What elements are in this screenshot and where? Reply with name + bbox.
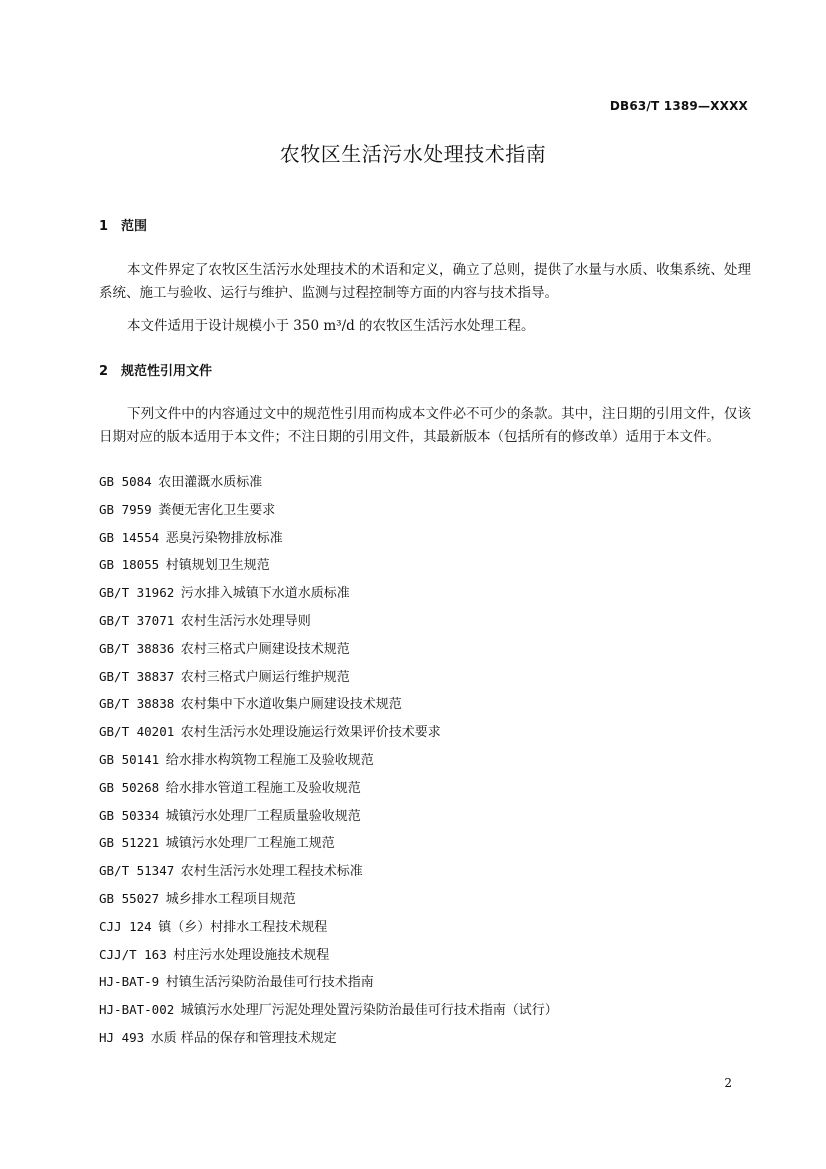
reference-title: 农村生活污水处理工程技术标准 <box>180 864 363 880</box>
reference-title: 给水排水管道工程施工及验收规范 <box>165 780 361 796</box>
reference-code: GB/T 40201 <box>99 724 175 740</box>
reference-code: GB/T 38838 <box>99 696 175 712</box>
reference-item <box>99 806 759 834</box>
reference-code: GB 50334 <box>99 807 160 823</box>
document-title: 农牧区生活污水处理技术指南 <box>279 142 547 166</box>
reference-item <box>99 472 759 500</box>
reference-item <box>99 722 759 750</box>
reference-code: GB 7959 <box>99 501 152 517</box>
reference-title: 粪便无害化卫生要求 <box>158 502 276 518</box>
reference-code: GB/T 37071 <box>99 612 175 628</box>
reference-title: 城乡排水工程项目规范 <box>165 891 296 907</box>
reference-title: 村镇规划卫生规范 <box>165 558 270 574</box>
reference-item <box>99 917 759 945</box>
reference-code: GB/T 38836 <box>99 640 175 656</box>
reference-title: 农村生活污水处理导则 <box>180 613 311 629</box>
reference-title: 水质 样品的保存和管理技术规定 <box>150 1030 337 1046</box>
reference-title: 村庄污水处理设施技术规程 <box>173 947 330 963</box>
scope-paragraph-2: 本文件适用于设计规模小于 350 m³/d 的农牧区生活污水处理工程。 <box>127 318 535 334</box>
reference-code: GB 51221 <box>99 835 160 851</box>
reference-code: GB/T 51347 <box>99 863 175 879</box>
reference-code: GB 5084 <box>99 474 152 489</box>
reference-code: HJ-BAT-9 <box>99 974 160 990</box>
reference-code: CJJ 124 <box>99 918 152 934</box>
reference-title: 城镇污水处理厂污泥处理处置污染防治最佳可行技术指南（试行） <box>180 1003 558 1019</box>
section-heading-normative-references <box>99 360 212 379</box>
reference-item <box>99 1000 759 1028</box>
section-heading-scope <box>99 215 147 234</box>
reference-title: 污水排入城镇下水道水质标准 <box>180 586 350 602</box>
reference-item <box>99 972 759 1000</box>
reference-title: 农村集中下水道收集户厕建设技术规范 <box>180 697 402 713</box>
reference-item <box>99 833 759 861</box>
reference-item <box>99 528 759 556</box>
reference-title: 农村生活污水处理设施运行效果评价技术要求 <box>180 725 441 741</box>
reference-item <box>99 500 759 528</box>
reference-list <box>99 472 759 1056</box>
reference-item <box>99 639 759 667</box>
page-number: 2 <box>724 1076 732 1090</box>
reference-item <box>99 889 759 917</box>
reference-item <box>99 750 759 778</box>
references-intro-paragraph: 下列文件中的内容通过文中的规范性引用而构成本文件必不可少的条款。其中，注日期的引用文件，仅该日期对应的版本适用于本文件；不注日期的引用文件，其最新版本（包括所有的修改单）适用于本文件。 <box>99 406 751 445</box>
section-title: 范围 <box>121 219 148 234</box>
reference-code: GB/T 31962 <box>99 585 175 601</box>
reference-item <box>99 694 759 722</box>
reference-title: 农村三格式户厕运行维护规范 <box>180 669 350 685</box>
reference-title: 给水排水构筑物工程施工及验收规范 <box>165 752 374 768</box>
reference-code: GB 14554 <box>99 529 160 545</box>
reference-item <box>99 945 759 973</box>
reference-item <box>99 611 759 639</box>
reference-title: 农田灌溉水质标准 <box>158 475 263 490</box>
reference-item <box>99 667 759 695</box>
reference-item <box>99 583 759 611</box>
reference-item <box>99 778 759 806</box>
reference-title: 城镇污水处理厂工程质量验收规范 <box>165 808 361 824</box>
reference-title: 恶臭污染物排放标准 <box>165 530 283 546</box>
section-title: 规范性引用文件 <box>121 364 213 379</box>
reference-item <box>99 1028 759 1056</box>
document-number: DB63/T 1389—XXXX <box>609 99 748 113</box>
reference-code: GB/T 38837 <box>99 668 175 684</box>
section-number: 2 <box>99 364 109 379</box>
reference-title: 镇（乡）村排水工程技术规程 <box>158 919 328 935</box>
reference-code: GB 50141 <box>99 751 160 767</box>
reference-item <box>99 555 759 583</box>
reference-item <box>99 861 759 889</box>
reference-code: HJ-BAT-002 <box>99 1002 175 1018</box>
reference-code: HJ 493 <box>99 1029 145 1045</box>
reference-title: 村镇生活污染防治最佳可行技术指南 <box>165 975 374 991</box>
reference-title: 农村三格式户厕建设技术规范 <box>180 641 350 657</box>
reference-code: GB 50268 <box>99 779 160 795</box>
reference-code: GB 55027 <box>99 890 160 906</box>
reference-title: 城镇污水处理厂工程施工规范 <box>165 836 335 852</box>
reference-code: CJJ/T 163 <box>99 946 167 962</box>
section-number: 1 <box>99 219 109 234</box>
scope-paragraph-1: 本文件界定了农牧区生活污水处理技术的术语和定义，确立了总则，提供了水量与水质、收集系统、处理系统、施工与验收、运行与维护、监测与过程控制等方面的内容与技术指导。 <box>99 262 751 301</box>
reference-code: GB 18055 <box>99 557 160 573</box>
